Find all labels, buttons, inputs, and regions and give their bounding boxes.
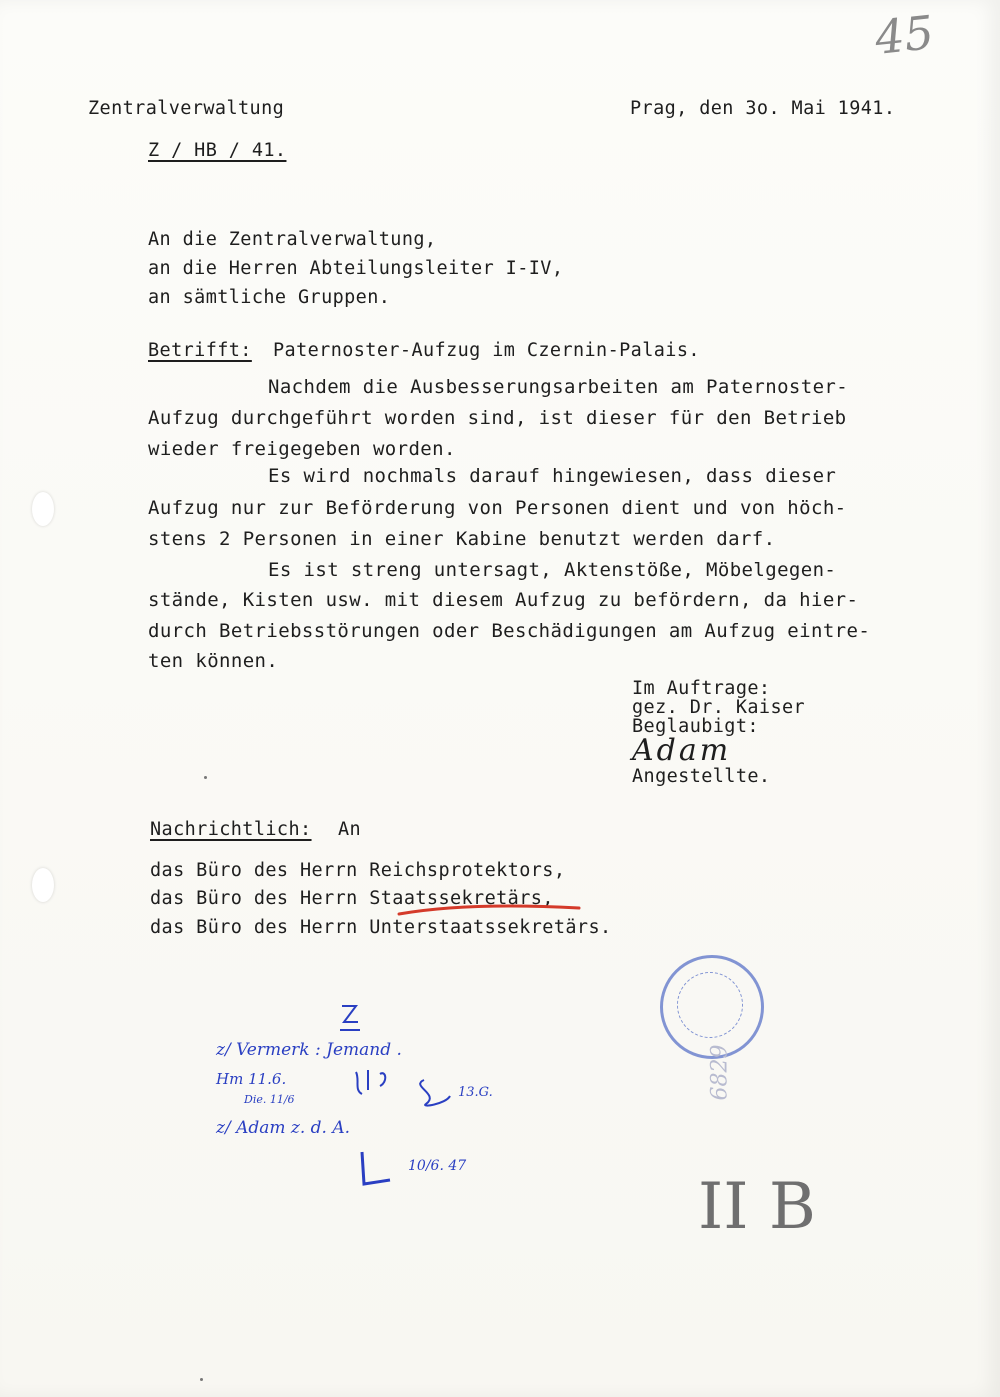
cc-label: Nachrichtlich: bbox=[150, 819, 312, 840]
recipient-line: an die Herren Abteilungsleiter I-IV, bbox=[148, 258, 564, 279]
blue-note: z/ Adam z. d. A. bbox=[216, 1118, 351, 1138]
body-line: Es ist streng untersagt, Aktenstöße, Möbelgegen- bbox=[268, 559, 837, 581]
reference-number: Z / HB / 41. bbox=[148, 140, 287, 161]
punch-hole bbox=[32, 492, 54, 526]
red-underline-mark bbox=[395, 898, 585, 922]
cc-line: das Büro des Herrn Staatssekretärs, bbox=[150, 888, 554, 909]
body-line: ten können. bbox=[148, 650, 279, 672]
body-line: Aufzug durchgeführt worden sind, ist dieser für den Betrieb bbox=[148, 407, 847, 429]
pencil-mark: II B bbox=[698, 1170, 816, 1244]
blue-note: Hm 11.6. bbox=[216, 1070, 287, 1088]
office-name: Zentralverwaltung bbox=[88, 98, 285, 119]
office-stamp bbox=[660, 955, 764, 1059]
blue-note: z/ Vermerk : Jemand . bbox=[216, 1040, 402, 1060]
subject-text: Paternoster-Aufzug im Czernin-Palais. bbox=[273, 340, 700, 361]
blue-initial-mark bbox=[334, 1000, 364, 1036]
signature-line: Angestellte. bbox=[632, 766, 771, 787]
handwritten-signature: Adam bbox=[632, 733, 732, 768]
body-line: Nachdem die Ausbesserungsarbeiten am Paternoster- bbox=[268, 376, 849, 398]
signature-line: Im Auftrage: bbox=[632, 678, 771, 699]
cc-label-suffix: An bbox=[338, 819, 362, 840]
signature-line: gez. Dr. Kaiser bbox=[632, 697, 806, 718]
body-line: Aufzug nur zur Beförderung von Personen dient und von höch- bbox=[148, 497, 847, 519]
punch-hole bbox=[32, 868, 54, 902]
cc-line: das Büro des Herrn Unterstaatssekretärs. bbox=[150, 917, 612, 938]
body-line: stens 2 Personen in einer Kabine benutzt werden darf. bbox=[148, 528, 776, 550]
recipient-line: An die Zentralverwaltung, bbox=[148, 229, 437, 250]
paper-speck bbox=[200, 1378, 203, 1381]
recipient-line: an sämtliche Gruppen. bbox=[148, 287, 391, 308]
signature-line: Beglaubigt: bbox=[632, 716, 759, 737]
body-line: Es wird nochmals darauf hingewiesen, dass dieser bbox=[268, 465, 837, 487]
faint-stamp-number: 6829 bbox=[707, 1044, 733, 1101]
paper-speck bbox=[204, 776, 207, 779]
body-line: wieder freigegeben worden. bbox=[148, 438, 456, 460]
blue-note: 13.G. bbox=[458, 1085, 493, 1100]
body-line: durch Betriebsstörungen oder Beschädigungen am Aufzug eintre- bbox=[148, 620, 871, 642]
subject-label: Betrifft: bbox=[148, 340, 252, 361]
page-number: 45 bbox=[872, 5, 937, 65]
body-line: stände, Kisten usw. mit diesem Aufzug zu befördern, da hier- bbox=[148, 589, 859, 611]
blue-note: 10/6. 47 bbox=[408, 1158, 467, 1174]
place-date: Prag, den 3o. Mai 1941. bbox=[630, 98, 896, 119]
cc-line: das Büro des Herrn Reichsprotektors, bbox=[150, 860, 566, 881]
blue-scribbles bbox=[350, 1060, 460, 1190]
blue-note: Die. 11/6 bbox=[244, 1093, 295, 1106]
